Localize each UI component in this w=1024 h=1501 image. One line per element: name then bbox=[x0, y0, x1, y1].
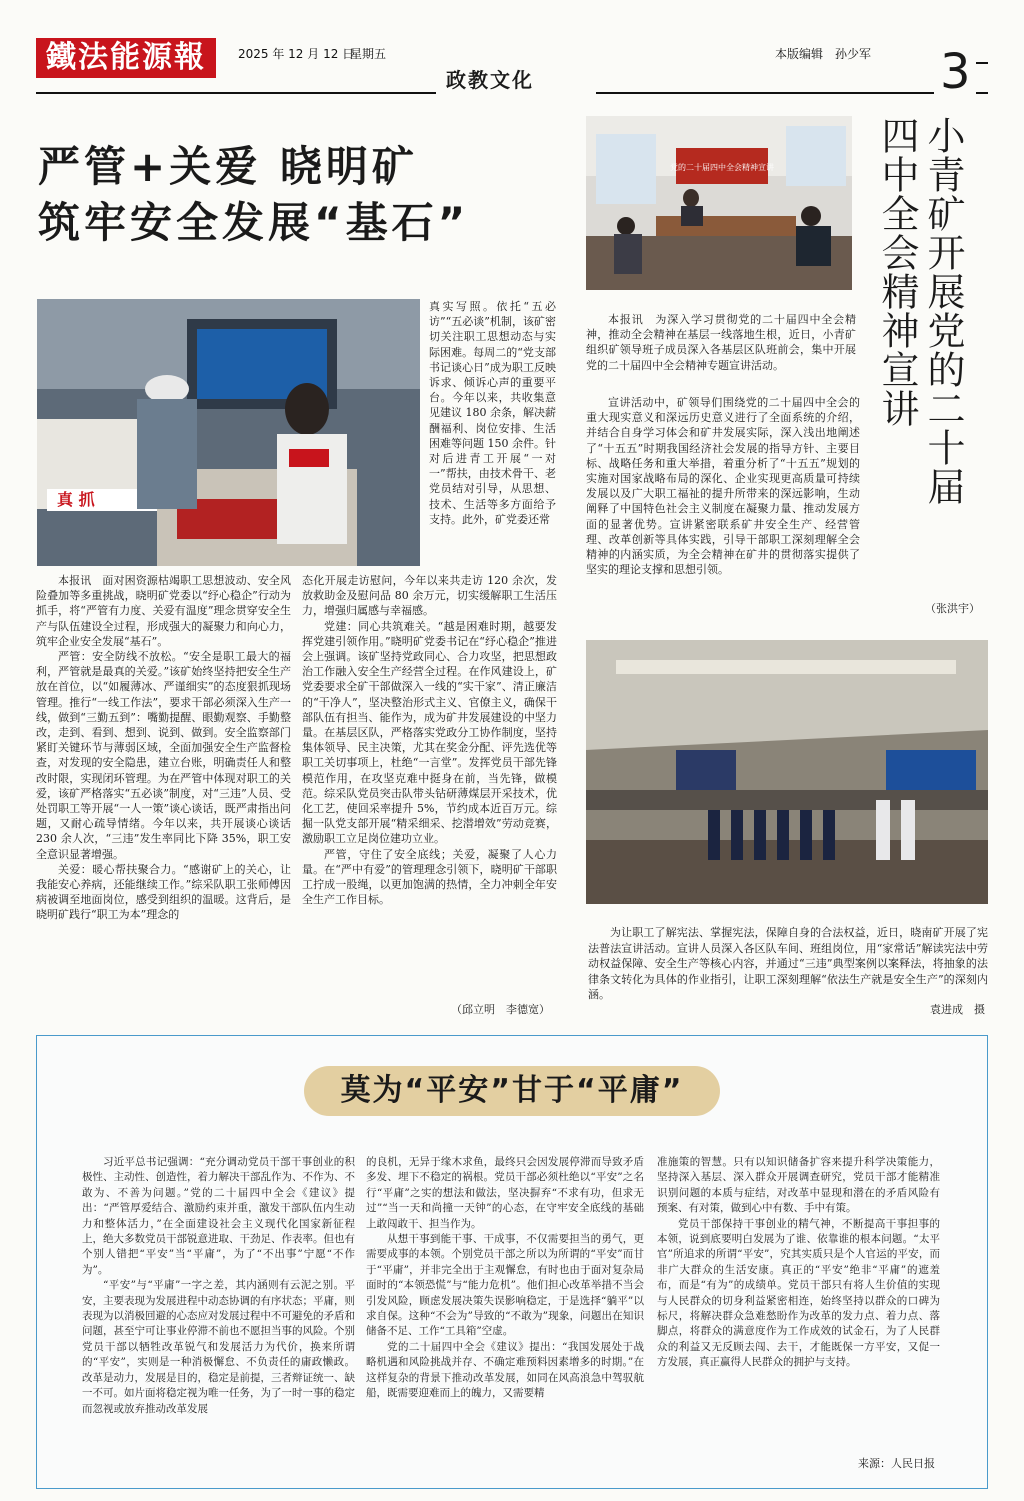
editorial-column-3 bbox=[657, 1155, 940, 1371]
issue-weekday: 星期五 bbox=[350, 47, 387, 61]
article1-para: 真实写照。依托“五必访”“五必谈”机制，该矿密切关注职工思想动态与实际困难。每周二的“党支部书记谈心日”成为职工反映诉求、倾诉心声的重要平台。今年以来，共收集意见建议 180 余条，解决薪酬福利、岗位安排、生活困难等问题 150 余件。针对后进青工开展“一对一”帮扶，由技术骨干、老党员结对引导，从思想、技术、生活等多方面给予支持。此外，矿党委还常 bbox=[429, 300, 556, 526]
article2-para: 本报讯 为深入学习贯彻党的二十届四中全会精神，推动全会精神在基层一线落地生根，近日，小青矿组织矿领导班子成员深入各基层区队班前会，集中开展党的二十届四中全会精神专题宣讲活动。 bbox=[586, 313, 856, 372]
article3-photo bbox=[586, 640, 988, 904]
article1-title-line2: 筑牢安全发展“基石” bbox=[38, 198, 470, 247]
section-title: 政教文化 bbox=[446, 68, 534, 92]
article2-author: （张洪宇） bbox=[925, 602, 980, 615]
article2-para: 宣讲活动中，矿领导们围绕党的二十届四中全会的重大现实意义和深远历史意义进行了全面系统的介绍，并结合自身学习体会和矿井发展实际，深入浅出地阐述了“十五五”时期我国经济社会发展的指导方针、主要目标、战略任务和重大举措，着重分析了“十五五”规划的实施对国家战略布局的深化、企业实现更高质量可持续发展以及广大职工福祉的提升所带来的深远影响，生动阐释了中国特色社会主义制度在凝聚力量、推动发展方面的显著优势。宣讲紧密联系矿井安全生产、经营管理、改革创新等具体实践，引导干部职工深刻理解全会精神的内涵实质，为全会精神在矿井的贯彻落实提供了坚实的理论支撑和思想引领。 bbox=[586, 396, 860, 577]
article1-para: 本报讯 面对困资源枯竭职工思想波动、安全风险叠加等多重挑战，晓明矿党委以“纾心稳企”行动为抓手，将“严管有力度、关爱有温度”理念贯穿安全生产与队伍建设全过程，形成强大的凝聚力和向心力，筑牢企业安全发展“基石”。 bbox=[36, 574, 291, 648]
editorial-title: 莫为“平安”甘于“平庸” bbox=[304, 1066, 720, 1116]
article3-credit: 袁进成 摄 bbox=[930, 1003, 985, 1016]
editorial-para: 从想干事到能干事、干成事，不仅需要担当的勇气，更需要成事的本领。个别党员干部之所以为所谓的“平安”而甘于“平庸”，并非完全出于主观懈怠，有时也由于面对复杂局面时的“本领恐慌”与“能力危机”。他们担心改革举措不当会引发风险，顾虑发展决策失误影响稳定，于是选择“躺平”以求自保。这种“不会为”导致的“不敢为”现象，问题出在知识储备不足、工作“工具箱”空虚。 bbox=[366, 1233, 644, 1338]
article3-caption: 为让职工了解宪法、掌握宪法，保障自身的合法权益，近日，晓南矿开展了宪法普法宣讲活动。宣讲人员深入各区队车间、班组岗位，用“家常话”解读宪法中劳动权益保障、安全生产等核心内容，并通过“三违”典型案例以案释法，将抽象的法律条文转化为具体的作业指引，让职工深刻理解“依法生产就是安全生产”的深刻内涵。 bbox=[588, 926, 988, 1001]
page-editor: 本版编辑 孙少军 bbox=[775, 47, 872, 61]
article1-para: 严管，守住了安全底线；关爱，凝聚了人心力量。在“严中有爱”的管理理念引领下，晓明矿干部职工拧成一股绳，以更加饱满的热情，全力冲刺全年安全生产工作目标。 bbox=[302, 847, 557, 907]
article1-column-left bbox=[36, 573, 291, 923]
editorial-para: “平安”与“平庸”一字之差，其内涵则有云泥之别。平安，主要表现为发展进程中动态协调的有序状态；平庸，则表现为以消极回避的心态应对发展过程中不可避免的矛盾和问题，甚至宁可让事业停滞不前也不愿担当事的风险。个别党员干部以牺牲改革锐气和发展活力为代价，换来所谓的“平安”，实则是一种消极懈怠、不负责任的庸政懒政。改革是动力，发展是目的，稳定是前提，三者辩证统一、缺一不可。如片面将稳定视为唯一任务，为了一时一事的稳定而忽视或放弃推动改革发展 bbox=[82, 1279, 355, 1415]
article1-para: 关爱：暖心帮扶聚合力。“感谢矿上的关心，让我能安心养病，还能继续工作。”综采队职工张师傅因病被调至地面岗位，感受到组织的温暖。这背后，是晓明矿践行“职工为本”理念的 bbox=[36, 862, 291, 922]
article1-para: 态化开展走访慰问，今年以来共走访 120 余次，发放救助金及慰问品 80 余万元，切实缓解职工生活压力，增强归属感与幸福感。 bbox=[302, 574, 557, 618]
article2-photo bbox=[586, 116, 852, 290]
issue-date: 2025 年 12 月 12 日 bbox=[238, 47, 355, 61]
article1-photo bbox=[37, 299, 420, 566]
article1-author: （邱立明 李德宽） bbox=[451, 1003, 550, 1016]
editorial-para: 党员干部保持干事创业的精气神，不断提高干事担事的本领，说到底要明白发展为了谁、依靠谁的根本问题。“太平官”所追求的所谓“平安”，究其实质只是个人官运的平安，而非广大群众的生活安康。真正的“平安”绝非“平庸”的遮羞布，而是“有为”的成绩单。党员干部只有将人生价值的实现与人民群众的切身利益紧密相连，始终坚持以群众的口碑为标尺，将解决群众急难愁盼作为改革的发力点、着力点、落脚点，将群众的满意度作为工作成效的试金石，为了人民群众的利益又无反顾去闯、去干，才能既保一方平安，又促一方发展，真正赢得人民群众的拥护与支持。 bbox=[657, 1217, 940, 1369]
article1-para: 党建：同心共筑难关。“越是困难时期，越要发挥党建引领作用。”晓明矿党委书记在“纾心稳企”推进会上强调。该矿坚持党政同心、合力攻坚，把思想政治工作融入安全生产经营全过程。在作风建设上，矿党委要求全矿干部做深入一线的“实干家”、清正廉洁的“干净人”，坚决整治形式主义、官僚主义，确保干部队伍有担当、能作为，成为矿井发展建设的中坚力量。在基层区队，严格落实党政分工协作制度，坚持集体领导、民主决策，尤其在奖金分配、评先选优等职工关切事项上，杜绝“一言堂”。发挥党员干部先锋模范作用，在攻坚克难中挺身在前，当先锋，做模范。综采队党员突击队带头钻研薄煤层开采技术，优化工艺，使回采率提升 5%，节约成本近百万元。综掘一队党支部开展“精采细采、挖潜增效”劳动竞赛，激励职工立足岗位建功立业。 bbox=[302, 619, 557, 846]
header-tick bbox=[976, 62, 988, 64]
editorial-para: 党的二十届四中全会《建议》提出：“我国发展处于战略机遇和风险挑战并存、不确定难预料因素增多的时期。”在这样复杂的背景下推动改革发展，如同在风高浪急中驾驭航船，既需要迎难而上的魄力，又需要精 bbox=[366, 1340, 644, 1400]
article2-title: 小青矿开展党的二十届四中全会精神宣讲 bbox=[875, 116, 965, 506]
article1-column-right-top bbox=[429, 299, 556, 527]
editorial-para: 准施策的智慧。只有以知识储备扩容来提升科学决策能力，坚持深入基层、深入群众开展调查研究，党员干部才能精准识别问题的本质与症结，对改革中显现和潜在的矛盾风险有预案、有对策，做到心中有数、手中有策。 bbox=[657, 1156, 940, 1215]
header-rule-left bbox=[36, 92, 436, 94]
page-number: 3 bbox=[940, 44, 971, 100]
article1-title-line1: 严管+关爱 晓明矿 bbox=[38, 142, 418, 191]
newspaper-logo: 鐵法能源報 bbox=[36, 38, 216, 78]
header-rule-end bbox=[976, 92, 988, 94]
article2-body-bottom bbox=[586, 395, 988, 577]
editorial-para: 习近平总书记强调：“充分调动党员干部干事创业的积极性、主动性、创造性，着力解决干部乱作为、不作为、不敢为、不善为问题。”党的二十届四中全会《建议》提出：“严管厚爱结合、激励约束并重，激发干部队伍内生动力和整体活力，”在全面建设社会主义现代化国家新征程上，绝大多数党员干部锐意进取、干劲足、作表率。但也有个别人错把“平安”当“平庸”，为了“不出事”宁愿“不作为”。 bbox=[82, 1156, 355, 1276]
photo-sign-text: 真 抓 bbox=[57, 490, 95, 509]
article1-para: 严管：安全防线不放松。“安全是职工最大的福利，严管就是最真的关爱。”该矿始终坚持把安全生产放在首位，以“如履薄冰、严谨细实”的态度狠抓现场管理。推行“一线工作法”，要求干部必须深入生产一线，做到“三勤五到”：嘴勤提醒、眼勤观察、手勤整改，走到、看到、想到、说到、做到。安全监察部门紧盯关键环节与薄弱区域，全面加强安全生产监督检查，对发现的安全隐患，建立台账，明确责任人和整改时限，实现闭环管理。为在严管中体现对职工的关爱，该矿严格落实“五必谈”制度，对“三违”人员、受处罚职工等开展“一人一策”谈心谈话，既严肃指出问题，又耐心疏导情绪。今年以来，共开展谈心谈话 230 余人次，“三违”发生率同比下降 35%，职工安全意识显著增强。 bbox=[36, 650, 291, 861]
editorial-column-2 bbox=[366, 1155, 644, 1402]
editorial-source: 来源：人民日报 bbox=[858, 1457, 935, 1470]
header-rule-right bbox=[596, 92, 934, 94]
editorial-column-1 bbox=[82, 1155, 355, 1417]
editorial-para: 的良机，无异于缘木求鱼，最终只会因发展停滞而导致矛盾多发、埋下不稳定的祸根。党员干部必须杜绝以“平安”之名行“平庸”之实的想法和做法，坚决摒弃“不求有功，但求无过”“当一天和尚撞一天钟”的心态，在守牢安全底线的基础上敢闯敢干、担当作为。 bbox=[366, 1156, 644, 1230]
photo-banner-text: 党的二十届四中全会精神宣讲 bbox=[670, 163, 774, 172]
article2-body-top bbox=[586, 312, 856, 373]
article1-column-middle bbox=[302, 573, 557, 907]
